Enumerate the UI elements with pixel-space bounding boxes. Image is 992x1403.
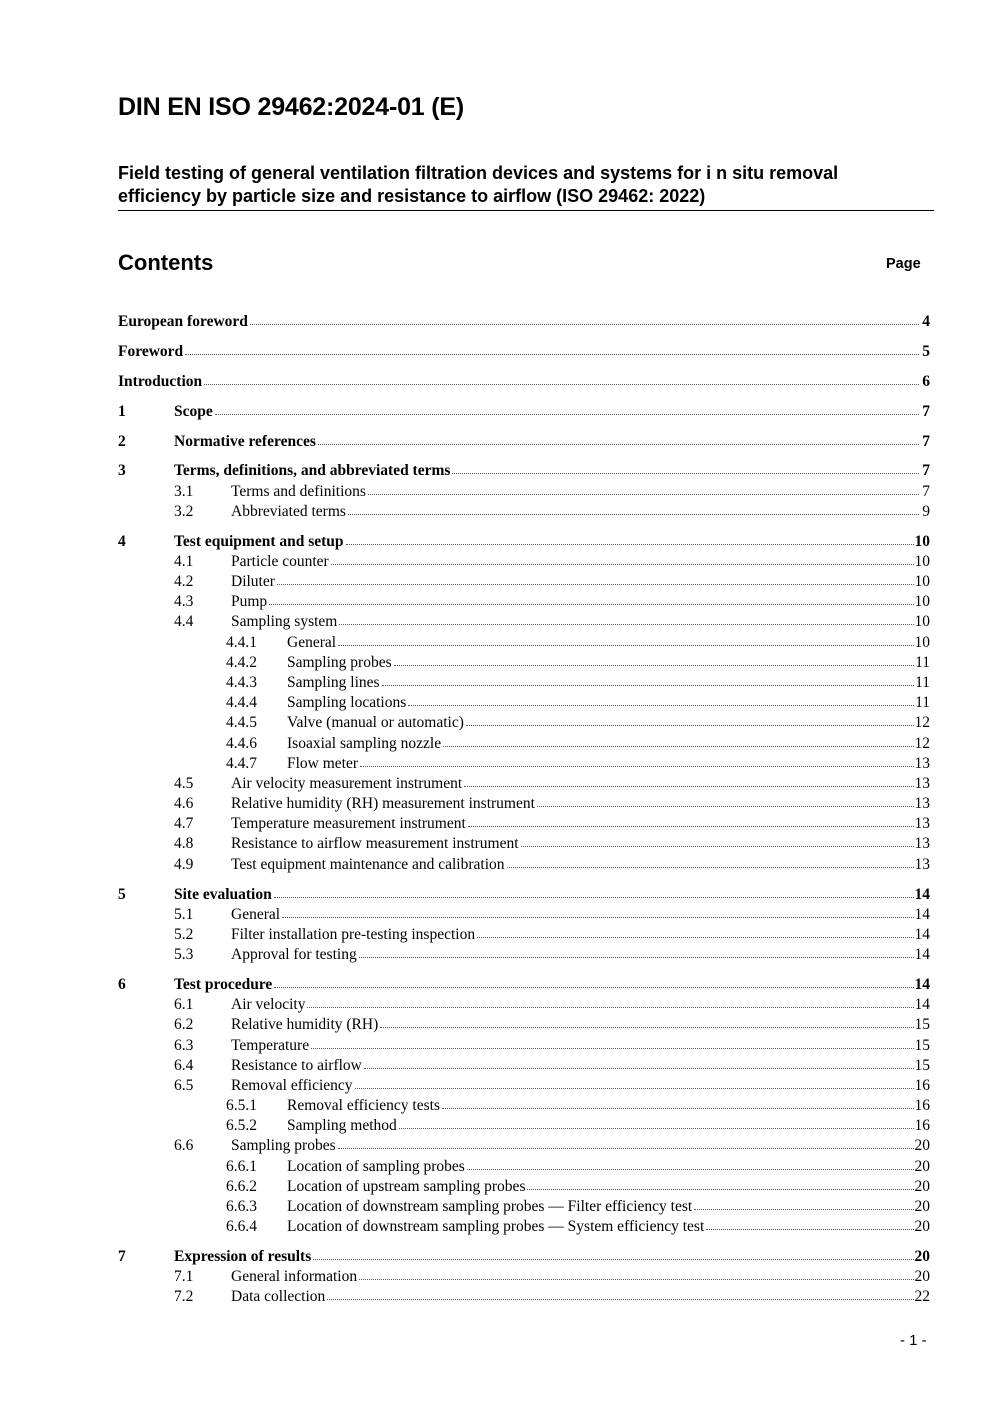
- toc-entry-title: Diluter: [231, 573, 275, 590]
- toc-entry-number: 4.1: [174, 552, 194, 570]
- toc-entry-title: Location of downstream sampling probes — Filter efficiency test: [287, 1198, 693, 1215]
- toc-entry-title: Expression of results: [174, 1248, 312, 1266]
- toc-entry-number: 4.2: [174, 573, 194, 590]
- toc-entry-page: 20: [914, 1177, 930, 1195]
- dot-leader: [399, 1128, 914, 1129]
- subtitle-line-2: efficiency by particle size and resistance to airflow (ISO 29462: 2022): [118, 186, 706, 206]
- toc-entry-page: 14: [914, 905, 930, 923]
- toc-entry[interactable]: [118, 613, 930, 633]
- toc-entry-number: 7.2: [174, 1288, 194, 1306]
- dot-leader: [706, 1229, 913, 1230]
- page-number-footer: - 1 -: [900, 1332, 927, 1349]
- toc-entry-page: 10: [914, 613, 930, 631]
- dot-leader: [443, 746, 913, 747]
- toc-entry-title: Location of upstream sampling probes: [287, 1177, 526, 1195]
- toc-entry-page: 16: [914, 1117, 930, 1135]
- toc-entry-page: 14: [914, 925, 930, 943]
- dot-leader: [185, 354, 919, 355]
- dot-leader: [359, 957, 914, 958]
- toc-entry[interactable]: [118, 735, 930, 755]
- toc-entry-title: Temperature: [231, 1036, 310, 1054]
- dot-leader: [204, 384, 919, 385]
- toc-entry-title: Approval for testing: [231, 946, 357, 964]
- dot-leader: [507, 867, 914, 868]
- toc-entry[interactable]: [118, 1218, 930, 1238]
- dot-leader: [380, 1027, 913, 1028]
- toc-entry-title: European foreword: [118, 313, 248, 330]
- toc-entry-page: 7: [922, 402, 930, 420]
- toc-entry-number: 6.6.2: [226, 1177, 257, 1195]
- toc-entry[interactable]: [118, 483, 930, 503]
- toc-entry[interactable]: [118, 694, 930, 714]
- dot-leader: [331, 564, 914, 565]
- toc-entry-number: 6.4: [174, 1056, 194, 1074]
- toc-entry-number: 6.5: [174, 1076, 194, 1094]
- toc-entry-number: 4.6: [174, 795, 194, 813]
- toc-entry[interactable]: [118, 755, 930, 775]
- toc-entry[interactable]: [118, 634, 930, 654]
- dot-leader: [318, 444, 919, 445]
- table-of-contents: [118, 313, 930, 1309]
- toc-entry-page: 4: [922, 313, 930, 330]
- toc-entry[interactable]: [118, 503, 930, 523]
- toc-entry-page: 14: [914, 885, 930, 903]
- toc-entry[interactable]: [118, 856, 930, 876]
- toc-entry[interactable]: [118, 433, 930, 453]
- toc-entry-page: 7: [922, 462, 930, 480]
- toc-entry-page: 11: [915, 673, 930, 691]
- dot-leader: [359, 1279, 913, 1280]
- toc-entry-title: Resistance to airflow measurement instrument: [231, 835, 519, 853]
- toc-entry-title: Terms, definitions, and abbreviated terms: [174, 462, 451, 480]
- toc-entry-number: 4.3: [174, 593, 194, 611]
- toc-entry-page: 16: [914, 1076, 930, 1094]
- toc-entry[interactable]: [118, 1117, 930, 1137]
- toc-entry-page: 14: [914, 946, 930, 964]
- toc-entry[interactable]: [118, 313, 930, 333]
- toc-entry-title: Location of sampling probes: [287, 1157, 465, 1175]
- toc-entry-page: 13: [914, 855, 930, 873]
- toc-entry-title: Sampling method: [287, 1117, 397, 1135]
- toc-entry[interactable]: [118, 1016, 930, 1036]
- dot-leader: [274, 987, 913, 988]
- toc-entry-number: 6.6.4: [226, 1218, 257, 1236]
- toc-entry-page: 10: [914, 552, 930, 570]
- dot-leader: [307, 1007, 913, 1008]
- toc-entry[interactable]: [118, 795, 930, 815]
- toc-entry[interactable]: [118, 1178, 930, 1198]
- toc-entry-number: 4.7: [174, 815, 194, 833]
- dot-leader: [466, 725, 914, 726]
- toc-entry-page: 5: [922, 342, 930, 360]
- toc-entry[interactable]: [118, 533, 930, 553]
- toc-entry-page: 15: [914, 1016, 930, 1034]
- toc-entry-page: 20: [914, 1198, 930, 1215]
- toc-entry-page: 20: [914, 1218, 930, 1236]
- toc-entry-number: 2: [118, 432, 126, 450]
- dot-leader: [468, 826, 914, 827]
- toc-entry-number: 6: [118, 975, 126, 993]
- dot-leader: [394, 665, 914, 666]
- dot-leader: [277, 584, 914, 585]
- toc-entry-number: 6.3: [174, 1036, 194, 1054]
- toc-entry-title: Test equipment and setup: [174, 532, 344, 550]
- toc-entry[interactable]: [118, 886, 930, 906]
- dot-leader: [313, 1259, 913, 1260]
- toc-entry-number: 3.1: [174, 482, 194, 500]
- toc-entry-number: 3: [118, 462, 126, 480]
- toc-entry-title: Sampling lines: [287, 673, 380, 691]
- toc-entry-title: Abbreviated terms: [231, 502, 346, 520]
- toc-entry-title: Introduction: [118, 372, 203, 390]
- toc-entry-page: 13: [914, 815, 930, 833]
- toc-entry-number: 5.3: [174, 946, 194, 964]
- toc-entry-number: 3.2: [174, 502, 194, 520]
- toc-entry-page: 9: [922, 502, 930, 520]
- toc-entry-page: 22: [914, 1288, 930, 1306]
- toc-entry-page: 7: [922, 432, 930, 450]
- dot-leader: [442, 1108, 914, 1109]
- dot-leader: [338, 1148, 914, 1149]
- toc-entry-number: 4.4.1: [226, 633, 257, 651]
- toc-entry-page: 12: [914, 734, 930, 752]
- toc-entry-title: Scope: [174, 402, 213, 420]
- toc-entry-page: 6: [922, 372, 930, 390]
- toc-entry-number: 4.4.6: [226, 734, 257, 752]
- toc-entry-number: 4.9: [174, 855, 194, 873]
- dot-leader: [327, 1299, 913, 1300]
- toc-entry-number: 4.4.4: [226, 694, 257, 712]
- toc-entry-title: Foreword: [118, 342, 184, 360]
- toc-entry-title: Terms and definitions: [231, 482, 366, 500]
- toc-entry-title: Sampling probes: [287, 653, 392, 671]
- toc-entry-number: 6.6: [174, 1137, 194, 1155]
- page-column-label: Page: [886, 256, 921, 272]
- dot-leader: [382, 685, 914, 686]
- subtitle-line-1: Field testing of general ventilation filtration devices and systems for i n situ removal: [118, 163, 839, 183]
- dot-leader: [355, 1088, 914, 1089]
- toc-entry-title: Relative humidity (RH) measurement instrument: [231, 795, 535, 813]
- toc-entry-number: 4.4.5: [226, 714, 257, 732]
- toc-entry[interactable]: [118, 1198, 930, 1218]
- toc-entry-number: 4.4.3: [226, 673, 257, 691]
- dot-leader: [364, 1068, 914, 1069]
- toc-entry-number: 5.2: [174, 925, 194, 943]
- toc-entry-page: 20: [914, 1157, 930, 1175]
- toc-entry-number: 7: [118, 1248, 126, 1266]
- toc-entry-title: Test equipment maintenance and calibration: [231, 855, 505, 873]
- toc-entry[interactable]: [118, 654, 930, 674]
- toc-entry-page: 13: [914, 774, 930, 792]
- toc-entry-number: 5.1: [174, 905, 194, 923]
- dot-leader: [282, 917, 913, 918]
- toc-entry[interactable]: [118, 946, 930, 966]
- toc-entry[interactable]: [118, 674, 930, 694]
- toc-entry-number: 1: [118, 402, 126, 420]
- toc-entry-title: Pump: [231, 593, 268, 611]
- toc-entry-title: Sampling locations: [287, 694, 407, 712]
- toc-entry[interactable]: [118, 815, 930, 835]
- toc-entry-page: 15: [914, 1036, 930, 1054]
- toc-entry-number: 4.5: [174, 774, 194, 792]
- toc-entry-number: 6.5.1: [226, 1097, 257, 1115]
- toc-entry-page: 12: [914, 714, 930, 732]
- toc-entry-page: 13: [914, 835, 930, 853]
- dot-leader: [338, 645, 913, 646]
- toc-entry-number: 4: [118, 532, 126, 550]
- toc-entry-title: General: [231, 905, 281, 923]
- toc-entry-title: Air velocity measurement instrument: [231, 774, 463, 792]
- toc-entry[interactable]: [118, 373, 930, 393]
- toc-entry[interactable]: [118, 1057, 930, 1077]
- document-id-heading: DIN EN ISO 29462:2024-01 (E): [118, 93, 464, 121]
- toc-entry[interactable]: [118, 1137, 930, 1157]
- contents-heading: Contents: [118, 250, 214, 275]
- dot-leader: [360, 766, 913, 767]
- toc-entry[interactable]: [118, 976, 930, 996]
- toc-entry-number: 4.4: [174, 613, 194, 631]
- dot-leader: [694, 1209, 913, 1210]
- dot-leader: [477, 937, 913, 938]
- toc-entry[interactable]: [118, 835, 930, 855]
- dot-leader: [269, 604, 913, 605]
- toc-entry-title: Normative references: [174, 432, 316, 450]
- toc-entry-page: 10: [914, 593, 930, 611]
- toc-entry-title: Temperature measurement instrument: [231, 815, 466, 833]
- toc-entry[interactable]: [118, 573, 930, 593]
- dot-leader: [215, 414, 919, 415]
- toc-entry-title: Resistance to airflow: [231, 1056, 362, 1074]
- dot-leader: [464, 786, 913, 787]
- toc-entry[interactable]: [118, 714, 930, 734]
- toc-entry-number: 6.6.3: [226, 1198, 257, 1215]
- dot-leader: [348, 514, 919, 515]
- toc-entry-title: Air velocity: [231, 996, 306, 1014]
- toc-entry-title: General information: [231, 1268, 358, 1286]
- document-subtitle: [118, 162, 934, 211]
- toc-entry-title: Flow meter: [287, 754, 359, 772]
- toc-entry[interactable]: [118, 906, 930, 926]
- toc-entry-page: 13: [914, 795, 930, 813]
- toc-entry-title: Isoaxial sampling nozzle: [287, 734, 442, 752]
- dot-leader: [408, 705, 914, 706]
- toc-entry[interactable]: [118, 593, 930, 613]
- dot-leader: [274, 897, 914, 898]
- toc-entry-number: 5: [118, 885, 126, 903]
- dot-leader: [537, 806, 914, 807]
- toc-entry-page: 11: [915, 653, 930, 671]
- toc-entry-page: 14: [914, 996, 930, 1014]
- dot-leader: [339, 624, 913, 625]
- toc-entry-page: 10: [914, 633, 930, 651]
- toc-entry-page: 15: [914, 1056, 930, 1074]
- dot-leader: [527, 1189, 913, 1190]
- toc-entry-page: 13: [914, 754, 930, 772]
- toc-entry-title: Site evaluation: [174, 885, 272, 903]
- toc-entry-title: Valve (manual or automatic): [287, 714, 464, 732]
- toc-entry-page: 20: [914, 1268, 930, 1286]
- dot-leader: [311, 1048, 913, 1049]
- toc-entry-title: Sampling probes: [231, 1137, 336, 1155]
- toc-entry-number: 6.6.1: [226, 1157, 257, 1175]
- toc-entry[interactable]: [118, 926, 930, 946]
- toc-entry-title: Relative humidity (RH): [231, 1016, 379, 1034]
- toc-entry-title: Sampling system: [231, 613, 338, 631]
- toc-entry[interactable]: [118, 462, 930, 482]
- toc-entry-title: Removal efficiency tests: [287, 1097, 440, 1115]
- toc-entry[interactable]: [118, 1248, 930, 1268]
- dot-leader: [368, 494, 919, 495]
- toc-entry[interactable]: [118, 1077, 930, 1097]
- toc-entry-number: 4.8: [174, 835, 194, 853]
- toc-entry-title: Test procedure: [174, 975, 273, 993]
- toc-entry-title: Particle counter: [231, 552, 329, 570]
- toc-entry-page: 16: [914, 1097, 930, 1115]
- toc-entry[interactable]: [118, 553, 930, 573]
- toc-entry[interactable]: [118, 775, 930, 795]
- toc-entry[interactable]: [118, 403, 930, 423]
- toc-entry[interactable]: [118, 1037, 930, 1057]
- toc-entry-page: 10: [914, 573, 930, 590]
- toc-entry-number: 6.1: [174, 996, 194, 1014]
- toc-entry-title: Removal efficiency: [231, 1076, 353, 1094]
- toc-entry-title: General: [287, 633, 337, 651]
- toc-entry-number: 6.5.2: [226, 1117, 257, 1135]
- toc-entry-page: 20: [914, 1137, 930, 1155]
- toc-entry[interactable]: [118, 996, 930, 1016]
- toc-entry-number: 4.4.7: [226, 754, 257, 772]
- dot-leader: [467, 1169, 914, 1170]
- dot-leader: [250, 324, 919, 325]
- toc-entry[interactable]: [118, 1158, 930, 1178]
- toc-entry[interactable]: [118, 343, 930, 363]
- toc-entry[interactable]: [118, 1288, 930, 1308]
- toc-entry[interactable]: [118, 1268, 930, 1288]
- toc-entry-title: Filter installation pre-testing inspection: [231, 925, 476, 943]
- toc-entry-page: 7: [922, 482, 930, 500]
- toc-entry-page: 11: [915, 694, 930, 712]
- toc-entry-page: 10: [914, 532, 930, 550]
- dot-leader: [452, 473, 919, 474]
- toc-entry-title: Data collection: [231, 1288, 326, 1306]
- dot-leader: [521, 846, 914, 847]
- dot-leader: [346, 544, 914, 545]
- toc-entry[interactable]: [118, 1097, 930, 1117]
- toc-entry-number: 6.2: [174, 1016, 194, 1034]
- toc-entry-title: Location of downstream sampling probes — System efficiency test: [287, 1218, 705, 1236]
- toc-entry-page: 14: [914, 975, 930, 993]
- toc-entry-number: 7.1: [174, 1268, 194, 1286]
- toc-entry-page: 20: [914, 1248, 930, 1266]
- toc-entry-number: 4.4.2: [226, 653, 257, 671]
